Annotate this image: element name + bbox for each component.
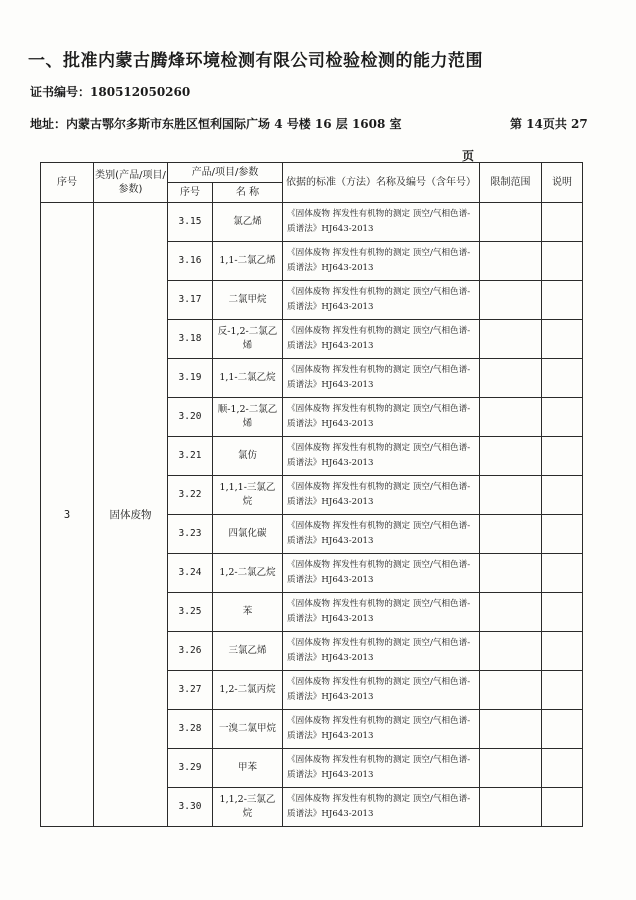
item-number: 3.27 (168, 671, 213, 710)
cert-label: 证书编号： (30, 85, 91, 99)
limit-cell (480, 554, 542, 593)
item-name: 甲苯 (213, 749, 283, 788)
item-name: 氯乙烯 (213, 203, 283, 242)
limit-cell (480, 281, 542, 320)
page-indicator: 第 14页共 27 (510, 117, 588, 131)
item-name: 1,2-二氯丙烷 (213, 671, 283, 710)
table-row (41, 203, 583, 242)
note-cell (542, 749, 583, 788)
limit-cell (480, 593, 542, 632)
limit-cell (480, 203, 542, 242)
header-product-group: 产品/项目/参数 (168, 163, 283, 183)
item-standard: 《固体废物 挥发性有机物的测定 顶空/气相色谱-质谱法》HJ643-2013 (283, 203, 480, 242)
seq-cell: 3 (41, 203, 94, 827)
note-cell (542, 554, 583, 593)
item-name: 1,2-二氯乙烷 (213, 554, 283, 593)
item-standard: 《固体废物 挥发性有机物的测定 顶空/气相色谱-质谱法》HJ643-2013 (283, 320, 480, 359)
item-name: 1,1,1-三氯乙烷 (213, 476, 283, 515)
note-cell (542, 437, 583, 476)
header-standard: 依据的标准（方法）名称及编号（含年号） (283, 163, 480, 203)
header-note: 说明 (542, 163, 583, 203)
note-cell (542, 476, 583, 515)
address-value: 内蒙古鄂尔多斯市东胜区恒利国际广场 4 号楼 16 层 1608 室 (66, 117, 402, 131)
item-number: 3.30 (168, 788, 213, 827)
item-standard: 《固体废物 挥发性有机物的测定 顶空/气相色谱-质谱法》HJ643-2013 (283, 671, 480, 710)
item-number: 3.18 (168, 320, 213, 359)
item-standard: 《固体废物 挥发性有机物的测定 顶空/气相色谱-质谱法》HJ643-2013 (283, 632, 480, 671)
header-sub-name: 名 称 (213, 183, 283, 203)
limit-cell (480, 437, 542, 476)
certificate-number (30, 83, 190, 100)
item-name: 二氯甲烷 (213, 281, 283, 320)
item-name: 苯 (213, 593, 283, 632)
item-number: 3.17 (168, 281, 213, 320)
note-cell (542, 203, 583, 242)
item-number: 3.26 (168, 632, 213, 671)
limit-cell (480, 515, 542, 554)
limit-cell (480, 359, 542, 398)
note-cell (542, 320, 583, 359)
limit-cell (480, 749, 542, 788)
item-standard: 《固体废物 挥发性有机物的测定 顶空/气相色谱-质谱法》HJ643-2013 (283, 242, 480, 281)
capability-table (40, 162, 583, 827)
item-standard: 《固体废物 挥发性有机物的测定 顶空/气相色谱-质谱法》HJ643-2013 (283, 515, 480, 554)
item-number: 3.16 (168, 242, 213, 281)
item-number: 3.24 (168, 554, 213, 593)
item-number: 3.21 (168, 437, 213, 476)
item-standard: 《固体废物 挥发性有机物的测定 顶空/气相色谱-质谱法》HJ643-2013 (283, 476, 480, 515)
item-standard: 《固体废物 挥发性有机物的测定 顶空/气相色谱-质谱法》HJ643-2013 (283, 788, 480, 827)
note-cell (542, 788, 583, 827)
item-name: 反-1,2-二氯乙烯 (213, 320, 283, 359)
limit-cell (480, 710, 542, 749)
item-number: 3.15 (168, 203, 213, 242)
limit-cell (480, 398, 542, 437)
item-standard: 《固体废物 挥发性有机物的测定 顶空/气相色谱-质谱法》HJ643-2013 (283, 593, 480, 632)
header-sub-seq: 序号 (168, 183, 213, 203)
page-title: 一、批准内蒙古腾烽环境检测有限公司检验检测的能力范围 (28, 51, 483, 71)
note-cell (542, 632, 583, 671)
limit-cell (480, 632, 542, 671)
limit-cell (480, 320, 542, 359)
item-standard: 《固体废物 挥发性有机物的测定 顶空/气相色谱-质谱法》HJ643-2013 (283, 710, 480, 749)
note-cell (542, 281, 583, 320)
item-name: 氯仿 (213, 437, 283, 476)
note-cell (542, 359, 583, 398)
note-cell (542, 593, 583, 632)
item-standard: 《固体废物 挥发性有机物的测定 顶空/气相色谱-质谱法》HJ643-2013 (283, 437, 480, 476)
item-standard: 《固体废物 挥发性有机物的测定 顶空/气相色谱-质谱法》HJ643-2013 (283, 749, 480, 788)
note-cell (542, 515, 583, 554)
header-category: 类别(产品/项目/参数) (94, 163, 168, 203)
limit-cell (480, 788, 542, 827)
limit-cell (480, 242, 542, 281)
header-seq: 序号 (41, 163, 94, 203)
note-cell (542, 710, 583, 749)
item-number: 3.23 (168, 515, 213, 554)
item-number: 3.29 (168, 749, 213, 788)
item-name: 1,1-二氯乙烯 (213, 242, 283, 281)
item-name: 顺-1,2-二氯乙烯 (213, 398, 283, 437)
item-standard: 《固体废物 挥发性有机物的测定 顶空/气相色谱-质谱法》HJ643-2013 (283, 359, 480, 398)
address (30, 115, 402, 132)
page-indicator-suffix: 页 (462, 149, 475, 163)
cert-value: 180512050260 (90, 85, 191, 99)
item-standard: 《固体废物 挥发性有机物的测定 顶空/气相色谱-质谱法》HJ643-2013 (283, 281, 480, 320)
header-limit: 限制范围 (480, 163, 542, 203)
limit-cell (480, 476, 542, 515)
item-number: 3.25 (168, 593, 213, 632)
item-standard: 《固体废物 挥发性有机物的测定 顶空/气相色谱-质谱法》HJ643-2013 (283, 554, 480, 593)
item-name: 一溴二氯甲烷 (213, 710, 283, 749)
note-cell (542, 398, 583, 437)
item-standard: 《固体废物 挥发性有机物的测定 顶空/气相色谱-质谱法》HJ643-2013 (283, 398, 480, 437)
item-number: 3.20 (168, 398, 213, 437)
category-cell: 固体废物 (94, 203, 168, 827)
note-cell (542, 671, 583, 710)
item-name: 三氯乙烯 (213, 632, 283, 671)
item-number: 3.22 (168, 476, 213, 515)
item-name: 1,1-二氯乙烷 (213, 359, 283, 398)
item-name: 1,1,2-三氯乙烷 (213, 788, 283, 827)
address-label: 地址： (30, 117, 67, 131)
note-cell (542, 242, 583, 281)
item-number: 3.28 (168, 710, 213, 749)
limit-cell (480, 671, 542, 710)
item-number: 3.19 (168, 359, 213, 398)
item-name: 四氯化碳 (213, 515, 283, 554)
